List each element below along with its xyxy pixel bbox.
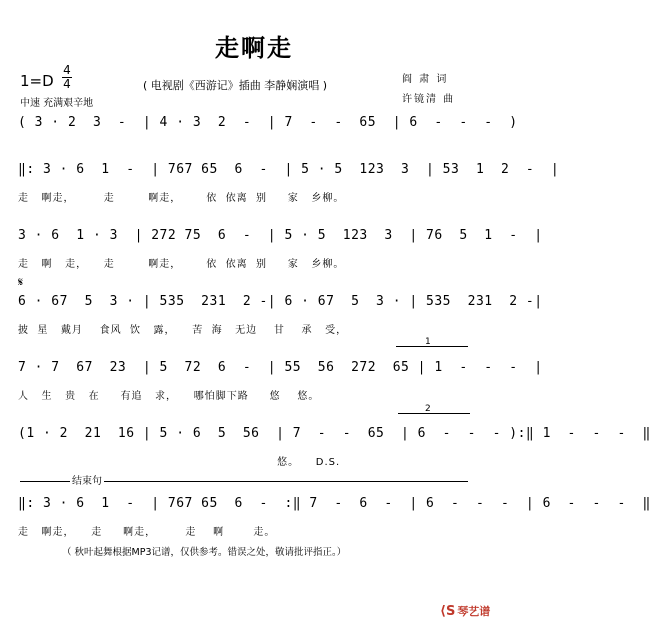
second-ending-bracket <box>398 413 470 414</box>
footnote: （ 秋叶起舞根据MP3记谱，仅供参考。错误之处，敬请批评指正。） <box>62 547 347 558</box>
time-signature <box>62 65 72 90</box>
second-ending-number: 2 <box>425 404 431 414</box>
score-row-1: ( 3 · 2 3 - | 4 · 3 2 - | 7 - - 65 | 6 - - - ) <box>18 115 518 130</box>
key-signature: 1=D <box>20 72 54 90</box>
score-row-7: ‖: 3 · 6 1 - | 767 65 6 - :‖ 7 - 6 - | 6 - - - | 6 - - - ‖ <box>18 496 651 511</box>
segno-sign: 𝄋 <box>18 275 24 289</box>
meter-bottom: 4 <box>63 77 71 91</box>
lyric-row-5: 人 生 贵 在 有追 求， 哪怕脚下路 悠 悠。 <box>18 391 320 402</box>
lyricist-credit: 阎 肃 词 <box>402 74 449 85</box>
first-ending-bracket <box>396 346 468 347</box>
lyric-row-6: 悠。 D.S. <box>18 457 341 468</box>
logo-icon: ⟨S <box>440 604 456 619</box>
meter-top: 4 <box>63 63 71 77</box>
ending-label: 结束句 <box>70 472 104 487</box>
composer-credit: 许镜清 曲 <box>402 94 456 105</box>
page-title: 走啊走 <box>215 34 293 62</box>
logo-text: 琴艺谱 <box>457 605 491 618</box>
score-row-4: 6 · 67 5 3 · | 535 231 2 -| 6 · 67 5 3 · | 535 231 2 -| <box>18 294 543 309</box>
score-row-2: ‖: 3 · 6 1 - | 767 65 6 - | 5 · 5 123 3 | 53 1 2 - | <box>18 162 560 177</box>
lyric-row-4: 披 星 戴月 食风 饮 露， 苦 海 无边 甘 承 受， <box>18 325 348 336</box>
tempo-marking: 中速 充满艰辛地 <box>20 98 94 109</box>
lyric-row-7: 走 啊走， 走 啊走， 走 啊 走。 <box>18 527 276 538</box>
lyric-row-3: 走 啊 走， 走 啊走， 依 依离 别 家 乡柳。 <box>18 259 345 270</box>
site-logo <box>440 603 490 619</box>
score-row-3: 3 · 6 1 · 3 | 272 75 6 - | 5 · 5 123 3 | 76 5 1 - | <box>18 228 543 243</box>
score-row-5: 7 · 7 67 23 | 5 72 6 - | 55 56 272 65 | 1 - - - | <box>18 360 543 375</box>
subtitle: ( 电视剧《西游记》插曲 李静娴演唱 ) <box>143 79 328 92</box>
score-row-6: (1 · 2 21 16 | 5 · 6 5 56 | 7 - - 65 | 6 - - - ):‖ 1 - - - ‖ <box>18 426 651 441</box>
lyric-row-2: 走 啊走， 走 啊走， 依 依离 别 家 乡柳。 <box>18 193 345 204</box>
first-ending-number: 1 <box>425 337 431 347</box>
